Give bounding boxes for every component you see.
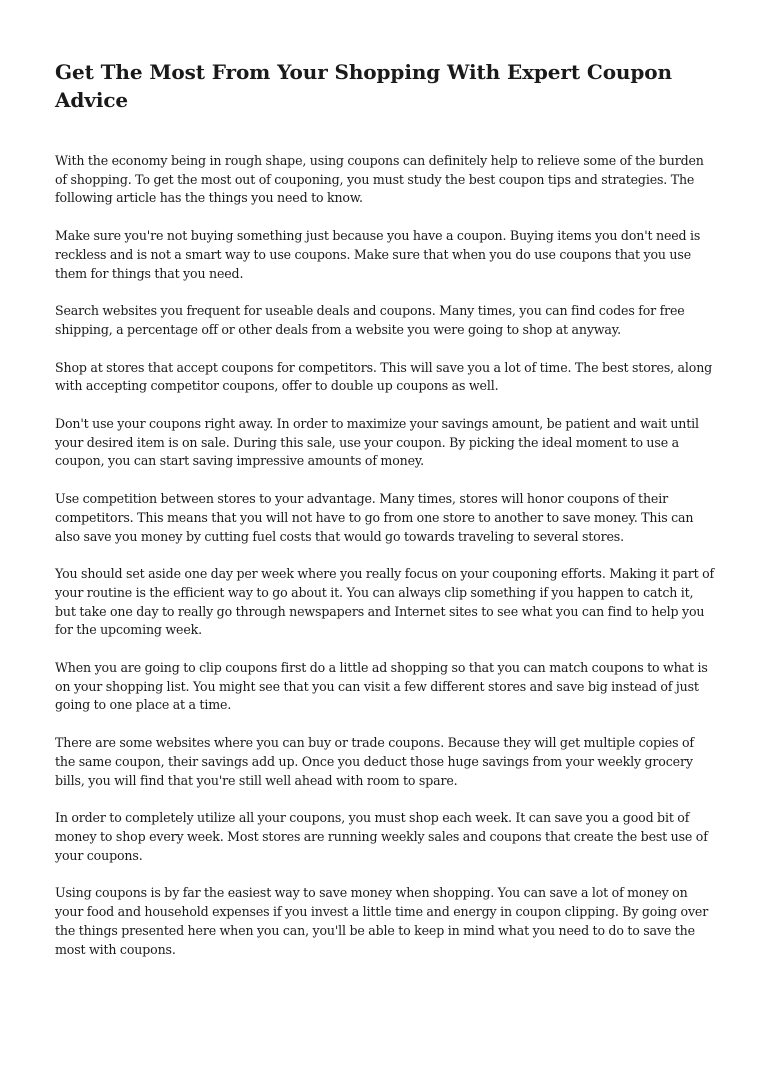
paragraph-9: There are some websites where you can buy or trade coupons. Because they will get multiple copies of the same coupon, their savings add up. Once you deduct those huge savings from your weekly grocery bills, you will find that you're still well ahead with room to spare. (55, 735, 694, 788)
document-page (55, 58, 717, 978)
paragraph-3: Search websites you frequent for useable deals and coupons. Many times, you can find codes for free shipping, a percentage off or other deals from a website you were going to shop at anyway. (55, 303, 685, 337)
paragraph-11: Using coupons is by far the easiest way to save money when shopping. You can save a lot of money on your food and household expenses if you invest a little time and energy in coupon clipping. By going over the things presented here when you can, you'll be able to keep in mind what you need to do to save the most with coupons. (55, 885, 709, 957)
paragraph-5: Don't use your coupons right away. In order to maximize your savings amount, be patient and wait until your desired item is on sale. During this sale, use your coupon. By picking the ideal moment to use a coupon, you can start saving impressive amounts of money. (55, 416, 699, 469)
paragraph-2: Make sure you're not buying something just because you have a coupon. Buying items you don't need is reckless and is not a smart way to use coupons. Make sure that when you do use coupons that you use them for things that you need. (55, 228, 701, 281)
paragraph-6: Use competition between stores to your advantage. Many times, stores will honor coupons of their competitors. This means that you will not have to go from one store to another to save money. This can also save you money by cutting fuel costs that would go towards traveling to several stores. (55, 491, 694, 544)
paragraph-8: When you are going to clip coupons first do a little ad shopping so that you can match coupons to what is on your shopping list. You might see that you can visit a few different stores and save big instead of just going to one place at a time. (55, 660, 708, 713)
document-title: Get The Most From Your Shopping With Expert Coupon Advice (55, 60, 672, 112)
paragraph-10: In order to completely utilize all your coupons, you must shop each week. It can save you a good bit of money to shop every week. Most stores are running weekly sales and coupons that create the best use of your coupons. (55, 810, 708, 863)
paragraph-7: You should set aside one day per week where you really focus on your couponing efforts. Making it part of your routine is the efficient way to go about it. You can always clip something if you happen to catch it, but take one day to really go through newspapers and Internet sites to see what you can find to help you for the upcoming week. (55, 566, 715, 638)
paragraph-1: With the economy being in rough shape, using coupons can definitely help to relieve some of the burden of shopping. To get the most out of couponing, you must study the best coupon tips and strategies. The following article has the things you need to know. (55, 153, 704, 206)
paragraph-4: Shop at stores that accept coupons for competitors. This will save you a lot of time. The best stores, along with accepting competitor coupons, offer to double up coupons as well. (55, 359, 713, 394)
